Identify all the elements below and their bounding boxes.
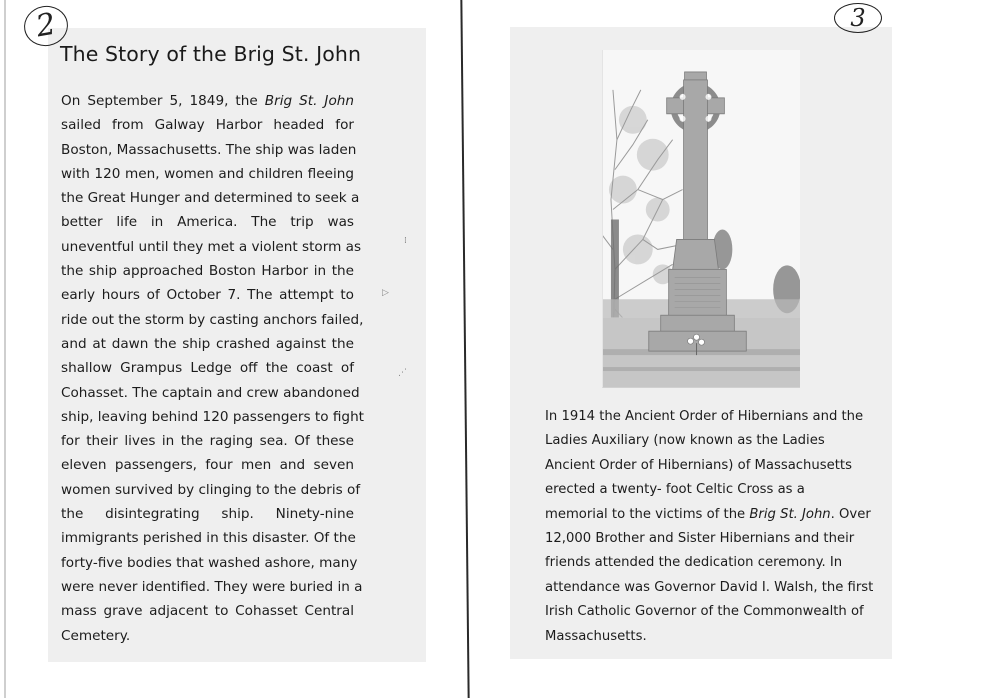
text-line: Irish Catholic Governor of the Commonwealth of <box>545 604 864 620</box>
page-number-2: 2 <box>21 2 71 49</box>
text-line: friends attended the dedication ceremony. In <box>545 555 843 571</box>
text-line: In 1914 the Ancient Order of Hibernians and the <box>545 409 864 424</box>
text-line: memorial to the victims of the Brig St. John. Over <box>545 506 871 522</box>
text-line: mass grave adjacent to Cohasset Central <box>61 603 354 620</box>
text-line: shallow Grampus Ledge off the coast of <box>61 360 354 377</box>
text-line: sailed from Galway Harbor headed for <box>61 117 354 134</box>
text-line: On September 5, 1849, the Brig St. John <box>61 93 354 109</box>
text-line: Cemetery. <box>61 627 131 644</box>
text-line: forty-five bodies that washed ashore, many <box>61 554 358 571</box>
text-line: for their lives in the raging sea. Of these <box>61 433 354 450</box>
text-line: better life in America. The trip was <box>61 214 354 231</box>
page-number-3: 3 <box>834 3 882 33</box>
scan-artifact: ⁞ <box>404 236 407 246</box>
text-line: Ladies Auxiliary (now known as the Ladies <box>545 433 825 449</box>
text-line: women survived by clinging to the debris of <box>61 481 361 498</box>
text-line: ship, leaving behind 120 passengers to fight <box>61 408 365 425</box>
scan-artifact: ⋰ <box>398 368 407 378</box>
text-line: Ancient Order of Hibernians) of Massachusetts <box>545 457 852 473</box>
memorial-paragraph <box>545 405 875 649</box>
ship-name: Brig St. John <box>264 93 354 109</box>
text-line: uneventful until they met a violent storm as <box>61 238 362 255</box>
text-line: erected a twenty- foot Celtic Cross as a <box>545 482 805 498</box>
celtic-cross-image-icon <box>603 50 800 387</box>
text-line: ride out the storm by casting anchors failed, <box>61 311 364 328</box>
ship-name: Brig St. John <box>749 506 831 522</box>
text-line: 12,000 Brother and Sister Hibernians and their <box>545 531 855 547</box>
text-line: the ship approached Boston Harbor in the <box>61 263 354 280</box>
text-line: eleven passengers, four men and seven <box>61 457 354 474</box>
scan-edge <box>4 0 6 698</box>
text-line: the disintegrating ship. Ninety-nine <box>61 506 354 523</box>
scan-artifact: ▷ <box>382 288 389 298</box>
celtic-cross-photo <box>602 50 800 388</box>
text-line: early hours of October 7. The attempt to <box>61 287 354 304</box>
text-line: attendance was Governor David I. Walsh, the first <box>545 579 874 595</box>
page-title: The Story of the Brig St. John <box>60 42 362 66</box>
page-fold-line <box>460 0 469 698</box>
text-line: and at dawn the ship crashed against the <box>61 335 354 352</box>
text-line: immigrants perished in this disaster. Of the <box>61 530 356 547</box>
text-line: Cohasset. The captain and crew abandoned <box>61 384 360 401</box>
text-line: were never identified. They were buried in a <box>61 578 363 595</box>
text-line: Boston, Massachusetts. The ship was laden <box>61 141 357 158</box>
text-line: Massachusetts. <box>545 628 647 644</box>
text-line: with 120 men, women and children fleeing <box>61 165 354 182</box>
text-line: the Great Hunger and determined to seek a <box>61 190 360 207</box>
story-paragraph <box>61 89 365 648</box>
